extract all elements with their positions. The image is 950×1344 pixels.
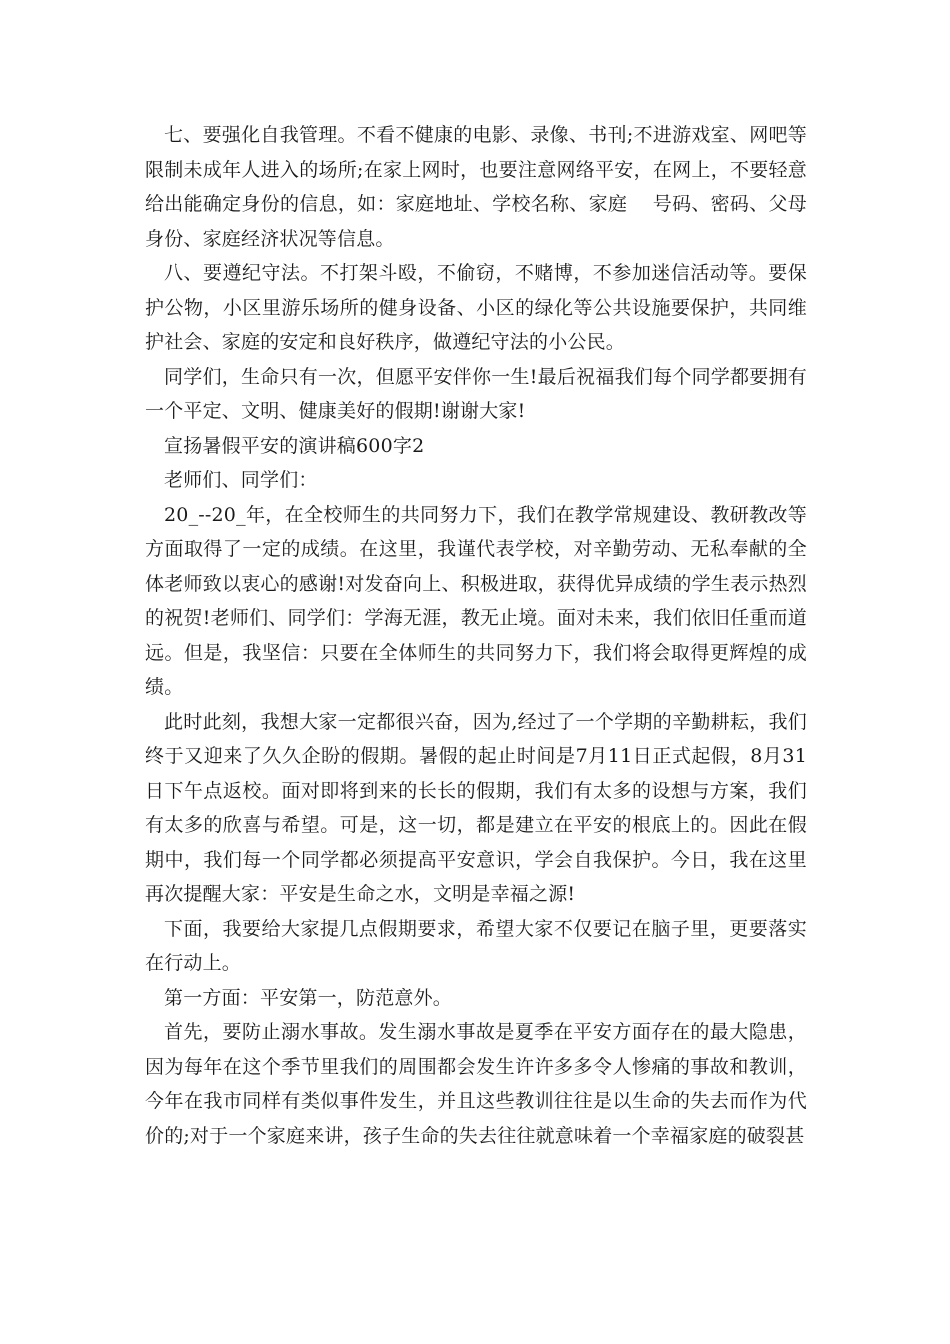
document-body: [145, 118, 807, 1153]
greeting: 老师们、同学们：: [164, 469, 318, 491]
paragraph-safety-first: 第一方面：平安第一，防范意外。: [164, 986, 453, 1009]
paragraph-holiday-intro: 此时此刻，我想大家一定都很兴奋，因为,经过了一个学期的辛勤耕耘，我们终于又迎来了久久企盼的假期。暑假的起止时间是7月11日正式起假，8月31日下午点返校。面对即将到来的长长的假期，我们有太多的设想与方案，我们有太多的欣喜与希望。可是，这一切，都是建立在平安的根底上的。因此在假期中，我们每一个同学都必须提高平安意识，学会自我保护。今日，我在这里再次提醒大家：平安是生命之水，文明是幸福之源!: [145, 710, 807, 905]
paragraph-self-management: 七、要强化自我管理。不看不健康的电影、录像、书刊;不进游戏室、网吧等限制未成年人进入的场所;在家上网时，也要注意网络平安，在网上，不要轻意给出能确定身份的信息，如：家庭地址、学校名称、家庭 号码、密码、父母身份、家庭经济状况等信息。: [145, 124, 807, 250]
paragraph-obey-law: 八、要遵纪守法。不打架斗殴，不偷窃，不赌博，不参加迷信活动等。要保护公物，小区里游乐场所的健身设备、小区的绿化等公共设施要保护，共同维护社会、家庭的安定和良好秩序，做遵纪守法的小公民。: [145, 262, 807, 353]
paragraph-achievements: 20_--20_年，在全校师生的共同努力下，我们在教学常规建设、教研教改等方面取得了一定的成绩。在这里，我谨代表学校，对辛勤劳动、无私奉献的全体老师致以衷心的感谢!对发奋向上、积极进取，获得优异成绩的学生表示热烈的祝贺!老师们、同学们：学海无涯，教无止境。面对未来，我们依旧任重而道远。但是，我坚信：只要在全体师生的共同努力下，我们将会取得更辉煌的成绩。: [145, 503, 807, 698]
paragraph-requirements: 下面，我要给大家提几点假期要求，希望大家不仅要记在脑子里，更要落实在行动上。: [145, 917, 807, 974]
paragraph-closing-wish: 同学们，生命只有一次，但愿平安伴你一生!最后祝福我们每个同学都要拥有一个平定、文明、健康美好的假期!谢谢大家!: [145, 365, 807, 422]
section-heading: 宣扬暑假平安的演讲稿600字2: [164, 434, 425, 457]
paragraph-drowning: 首先，要防止溺水事故。发生溺水事故是夏季在平安方面存在的最大隐患，因为每年在这个季节里我们的周围都会发生许许多多令人惨痛的事故和教训，今年在我市同样有类似事件发生，并且这些教训往往是以生命的失去而作为代价的;对于一个家庭来讲，孩子生命的失去往往就意味着一个幸福家庭的破裂甚: [145, 1021, 807, 1147]
